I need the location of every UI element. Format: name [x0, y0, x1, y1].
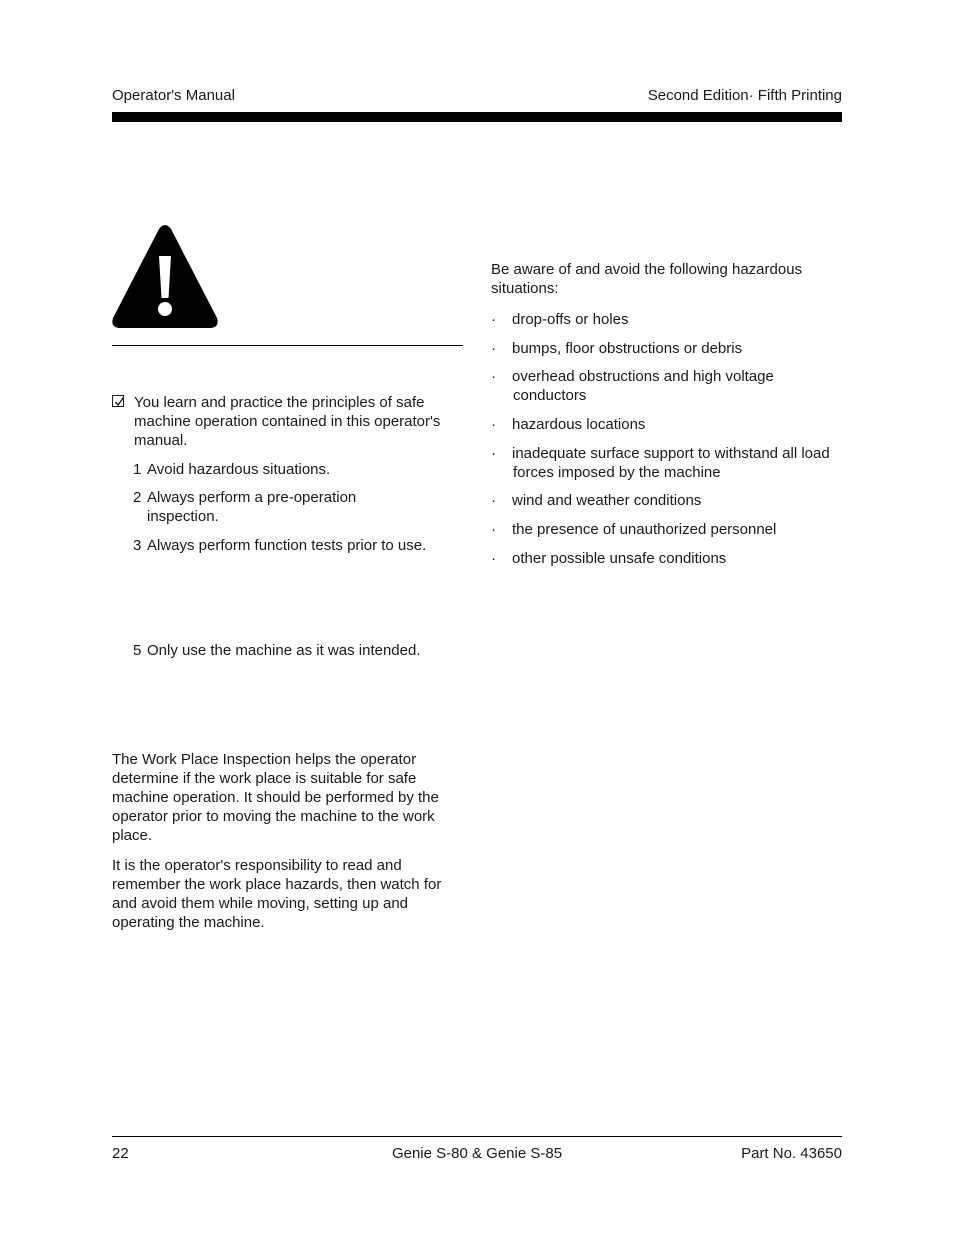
- step-text: Avoid hazardous situations.: [147, 461, 331, 478]
- footer-part-number: Part No. 43650: [741, 1145, 842, 1162]
- step-item: [133, 536, 463, 555]
- section-divider: [112, 345, 463, 346]
- checklist-item-text: You learn and practice the principles of safe machine operation contained in this operator's manual.: [134, 394, 441, 449]
- hazard-list-item: [491, 415, 842, 434]
- hazard-list-item: [491, 491, 842, 510]
- checklist-item: [112, 393, 457, 450]
- bullet-dot: ·: [491, 311, 496, 328]
- step-text: Only use the machine as it was intended.: [147, 642, 421, 659]
- step-number: 5: [133, 642, 142, 659]
- hazard-intro: Be aware of and avoid the following hazardous situations:: [491, 261, 803, 297]
- hazard-text: other possible unsafe conditions: [512, 550, 727, 567]
- step-text: Always perform function tests prior to use.: [147, 537, 427, 554]
- checkbox-checked-icon: [112, 395, 124, 407]
- bullet-dot: ·: [491, 550, 496, 567]
- hazard-list-item: [491, 520, 842, 539]
- bullet-dot: ·: [491, 368, 496, 385]
- step-number: 3: [133, 537, 142, 554]
- bullet-dot: ·: [491, 445, 496, 462]
- hazard-text-continued: forces imposed by the machine: [513, 464, 721, 481]
- step-item: [133, 641, 463, 660]
- hazard-list-item: [491, 339, 842, 358]
- hazard-text: hazardous locations: [512, 416, 646, 433]
- bullet-dot: ·: [491, 416, 496, 433]
- step-number: 1: [133, 461, 142, 478]
- paragraph-inspection-intro: The Work Place Inspection helps the operator determine if the work place is suitable for safe machine operation. It should be performed by the operator prior to moving the machine to the work place.: [112, 751, 439, 844]
- header-edition: Second Edition· Fifth Printing: [647, 87, 842, 104]
- hazard-text: the presence of unauthorized personnel: [512, 521, 777, 538]
- hazard-list-item: [491, 549, 842, 568]
- header-bar: [112, 112, 842, 122]
- hazard-text: drop-offs or holes: [512, 311, 629, 328]
- hazard-text: inadequate surface support to withstand all load: [512, 445, 830, 462]
- hazard-text: wind and weather conditions: [512, 492, 702, 509]
- hazard-text: bumps, floor obstructions or debris: [512, 340, 743, 357]
- step-text: Always perform a pre-operation inspection.: [147, 489, 357, 525]
- step-number: 2: [133, 489, 142, 506]
- hazard-text-continued: conductors: [513, 387, 587, 404]
- hazard-text: overhead obstructions and high voltage: [512, 368, 774, 385]
- bullet-dot: ·: [491, 340, 496, 357]
- paragraph-operator-responsibility: It is the operator's responsibility to read and remember the work place hazards, then watch for and avoid them while moving, setting up and operating the machine.: [112, 857, 442, 931]
- footer-model: Genie S-80 & Genie S-85: [391, 1145, 563, 1162]
- step-item: [133, 488, 463, 526]
- step-item: [133, 460, 463, 479]
- header-manual-title: Operator's Manual: [112, 87, 235, 104]
- hazard-list-item: [491, 444, 842, 482]
- bullet-dot: ·: [491, 521, 496, 538]
- hazard-list-item: [491, 310, 842, 329]
- hazard-list-item: [491, 367, 842, 405]
- footer-rule: [112, 1136, 842, 1137]
- bullet-dot: ·: [491, 492, 496, 509]
- warning-triangle-icon: [111, 224, 219, 330]
- page-number: 22: [112, 1145, 129, 1162]
